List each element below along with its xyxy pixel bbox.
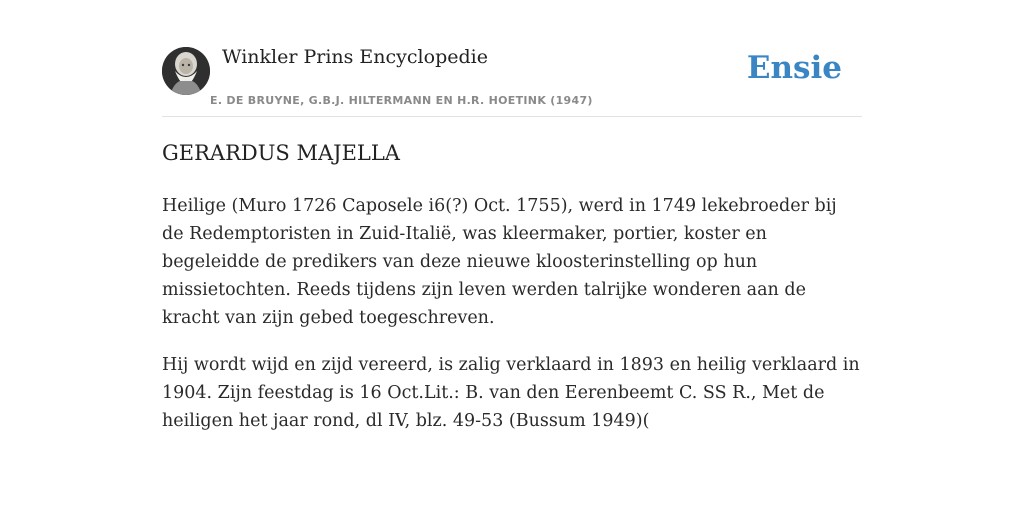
authors-credit: E. DE BRUYNE, G.B.J. HILTERMANN EN H.R. HOETINK (1947) xyxy=(210,94,593,107)
header xyxy=(162,42,862,117)
author-avatar-icon[interactable] xyxy=(162,47,210,95)
site-title[interactable]: Winkler Prins Encyclopedie xyxy=(222,46,488,68)
article-body xyxy=(162,192,862,454)
article-title: GERARDUS MAJELLA xyxy=(162,141,400,165)
ensie-logo-link[interactable]: Ensie xyxy=(746,50,842,86)
article-paragraph: Heilige (Muro 1726 Caposele i6(?) Oct. 1755), werd in 1749 lekebroeder bij de Redemptoristen in Zuid-Italië, was kleermaker, portier, koster en begeleidde de predikers van deze nieuwe kloosterinstelling op hun missietochten. Reeds tijdens zijn leven werden talrijke wonderen aan de kracht van zijn gebed toegeschreven. xyxy=(162,196,837,328)
article-paragraph: Hij wordt wijd en zijd vereerd, is zalig verklaard in 1893 en heilig verklaard in 1904. Zijn feestdag is 16 Oct.Lit.: B. van den Eerenbeemt C. SS R., Met de heiligen het jaar rond, dl IV, blz. 49-53 (Bussum 1949)( xyxy=(162,355,860,431)
